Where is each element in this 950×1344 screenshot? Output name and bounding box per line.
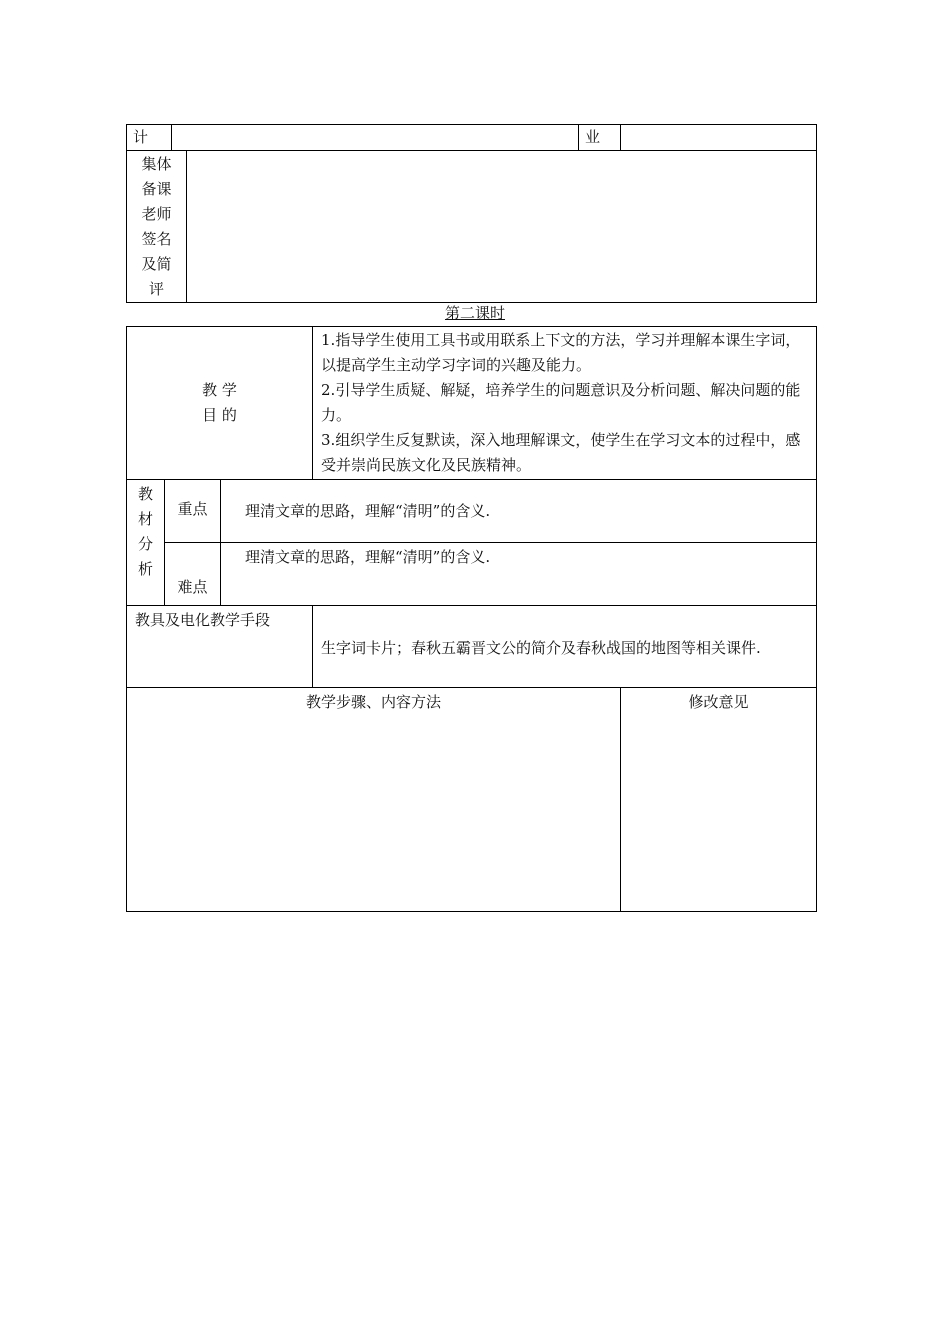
difficult-point-label-cell xyxy=(165,543,221,606)
lesson-table xyxy=(126,326,817,912)
sign-label-line: 及简 xyxy=(141,255,172,273)
analysis-label-char: 材 xyxy=(137,510,153,528)
sign-label-cell xyxy=(127,151,187,303)
analysis-label-char: 析 xyxy=(137,560,153,578)
top-table xyxy=(126,124,817,303)
tools-row xyxy=(127,606,817,688)
row-label-ye xyxy=(579,125,621,151)
sign-label-line: 集体 xyxy=(141,155,172,173)
objectives-content-cell xyxy=(313,327,817,480)
analysis-label-cell xyxy=(127,480,165,606)
tools-content-cell xyxy=(313,606,817,688)
objectives-label-cell xyxy=(127,327,313,480)
analysis-label-char: 教 xyxy=(137,485,153,503)
objectives-label-2: 目 的 xyxy=(202,406,237,424)
objective-item: 2.引导学生质疑、解疑，培养学生的问题意识及分析问题、解决问题的能力。 xyxy=(321,381,801,424)
sign-label-line: 评 xyxy=(148,280,164,298)
key-point-label: 重点 xyxy=(177,500,208,518)
objective-item: 1.指导学生使用工具书或用联系上下文的方法，学习并理解本课生字词，以提高学生主动学习字词的兴趣及能力。 xyxy=(321,331,801,374)
tools-label: 教具及电化教学手段 xyxy=(135,611,271,629)
objectives-row xyxy=(127,327,817,480)
sign-content-cell xyxy=(187,151,817,303)
sign-label-line: 签名 xyxy=(141,230,172,248)
tools-text: 生字词卡片；春秋五霸晋文公的简介及春秋战国的地图等相关课件. xyxy=(321,639,761,657)
analysis-label-char: 分 xyxy=(137,535,153,553)
ye-label: 业 xyxy=(585,128,601,146)
ye-value-cell xyxy=(621,125,817,151)
revision-cell xyxy=(621,688,817,912)
objective-item: 3.组织学生反复默读，深入地理解课文，使学生在学习文本的过程中，感受并崇尚民族文化及民族精神。 xyxy=(321,431,801,474)
section-title: 第二课时 xyxy=(444,304,505,322)
row-label-ji xyxy=(127,125,172,151)
key-point-label-cell xyxy=(165,480,221,543)
key-point-row xyxy=(127,480,817,543)
objectives-label-1: 教 学 xyxy=(202,381,237,399)
sign-label-line: 备课 xyxy=(141,180,172,198)
difficult-point-content-cell xyxy=(221,543,817,606)
revision-header: 修改意见 xyxy=(688,693,749,711)
sign-label-line: 老师 xyxy=(141,205,172,223)
difficult-point-text: 理清文章的思路，理解“清明”的含义. xyxy=(245,548,491,566)
steps-header: 教学步骤、内容方法 xyxy=(306,693,442,711)
ji-value-cell xyxy=(172,125,579,151)
steps-cell xyxy=(127,688,621,912)
difficult-point-row xyxy=(127,543,817,606)
ji-label: 计 xyxy=(133,128,149,146)
steps-row xyxy=(127,688,817,912)
key-point-text: 理清文章的思路，理解“清明”的含义. xyxy=(245,501,491,520)
tools-label-cell xyxy=(127,606,313,688)
key-point-content-cell xyxy=(221,480,817,543)
difficult-point-label: 难点 xyxy=(177,578,208,596)
